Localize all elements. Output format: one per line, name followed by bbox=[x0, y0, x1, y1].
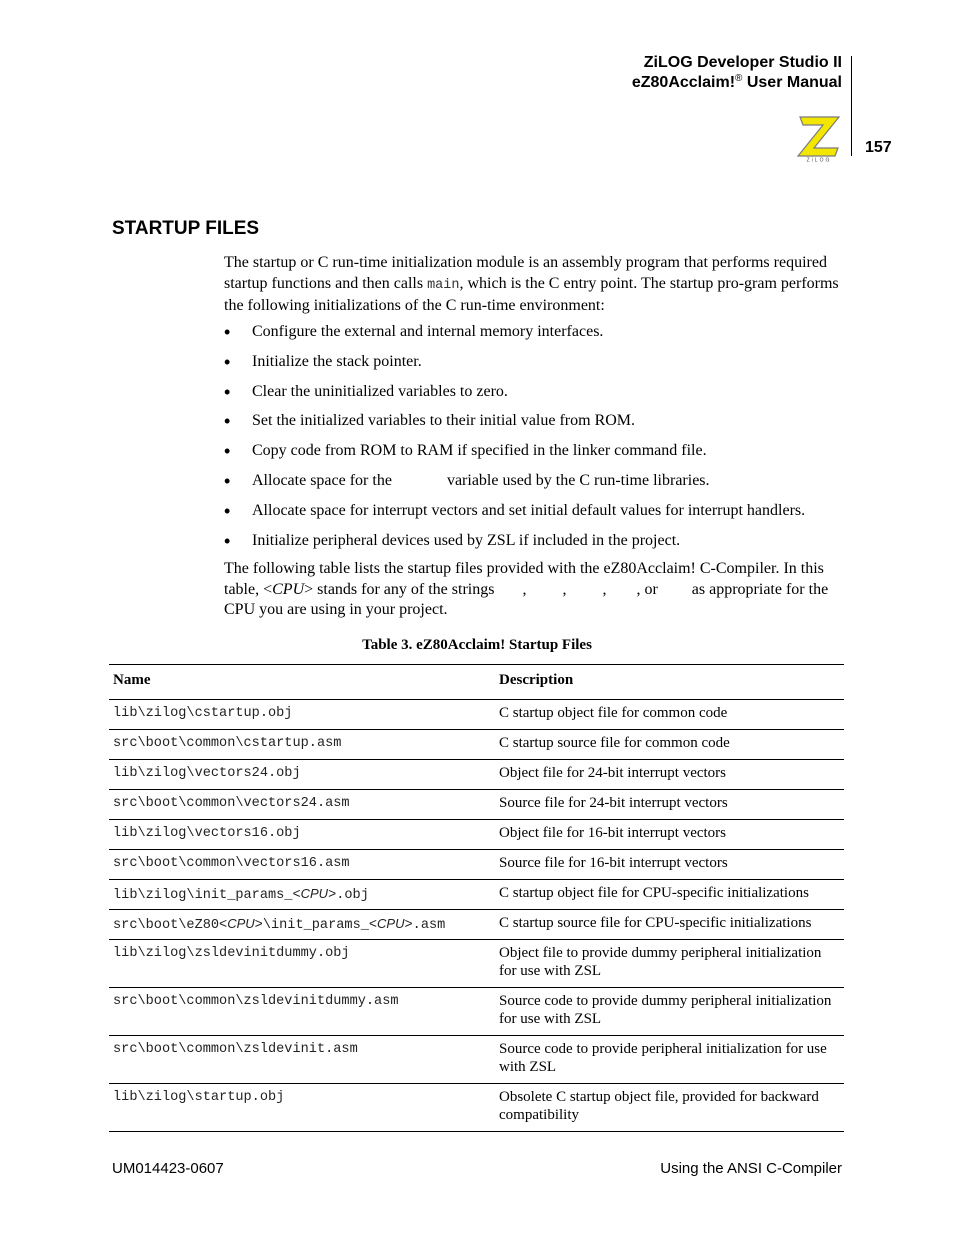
intro-text-b: , which is the C entry point. The startup pro-gram performs the following initializations of the C run-time environment: bbox=[224, 274, 839, 314]
intro-text-a: The startup or C run-time initialization module is an assembly program that performs required startup functions and then calls bbox=[224, 254, 827, 292]
zilog-logo-icon bbox=[794, 114, 844, 162]
file-description: C startup source file for common code bbox=[495, 730, 844, 760]
file-description: Object file to provide dummy peripheral initialization for use with ZSL bbox=[495, 940, 844, 988]
startup-files-table bbox=[109, 664, 844, 1132]
outro-cpu-placeholder: CPU bbox=[272, 580, 305, 598]
table-row bbox=[109, 820, 844, 850]
intro-code-main: main bbox=[427, 277, 460, 293]
file-name bbox=[109, 910, 495, 940]
list-item bbox=[224, 498, 854, 528]
outro-sep-4: , or bbox=[636, 580, 658, 598]
table-row bbox=[109, 730, 844, 760]
table-row bbox=[109, 700, 844, 730]
file-name-part: >\init_params_< bbox=[254, 918, 378, 933]
file-description: Source code to provide dummy peripheral initialization for use with ZSL bbox=[495, 988, 844, 1036]
bullet-icon: • bbox=[224, 500, 231, 521]
table-row bbox=[109, 910, 844, 940]
file-description: C startup object file for CPU-specific initializations bbox=[495, 880, 844, 910]
section-heading: STARTUP FILES bbox=[112, 218, 260, 239]
file-description: C startup object file for common code bbox=[495, 700, 844, 730]
list-item bbox=[224, 349, 854, 379]
header-manual-suffix: User Manual bbox=[742, 74, 842, 91]
file-name: lib\zilog\zsldevinitdummy.obj bbox=[109, 940, 495, 988]
outro-sep-1: , bbox=[522, 580, 527, 598]
file-name: lib\zilog\vectors24.obj bbox=[109, 760, 495, 790]
table-caption: Table 3. eZ80Acclaim! Startup Files bbox=[362, 637, 592, 653]
table-row bbox=[109, 790, 844, 820]
file-name-part: lib\zilog\init_params_< bbox=[113, 888, 301, 903]
bullet-icon: • bbox=[224, 381, 231, 402]
header-divider bbox=[851, 56, 852, 156]
table-row bbox=[109, 850, 844, 880]
cpu-placeholder: CPU bbox=[227, 916, 255, 931]
bullet-icon: • bbox=[224, 411, 231, 432]
list-item-text: Initialize the stack pointer. bbox=[252, 352, 422, 370]
header-product-title: ZiLOG Developer Studio II bbox=[643, 54, 842, 71]
list-item bbox=[224, 468, 854, 498]
file-name bbox=[109, 880, 495, 910]
list-item-text: Set the initialized variables to their initial value from ROM. bbox=[252, 412, 636, 430]
table-row bbox=[109, 880, 844, 910]
file-description: C startup source file for CPU-specific initializations bbox=[495, 910, 844, 940]
footer-chapter-title: Using the ANSI C-Compiler bbox=[660, 1160, 842, 1177]
file-description: Object file for 16-bit interrupt vectors bbox=[495, 820, 844, 850]
header-manual-title bbox=[632, 73, 842, 93]
file-description: Source file for 16-bit interrupt vectors bbox=[495, 850, 844, 880]
bullet-icon: • bbox=[224, 470, 231, 491]
outro-text-a: The following table lists the startup files provided with the eZ80Acclaim! C-Compiler. In this table, < bbox=[224, 560, 824, 598]
list-item-text: Initialize peripheral devices used by ZSL if included in the project. bbox=[252, 531, 681, 549]
list-item-text: Copy code from ROM to RAM if specified in the linker command file. bbox=[252, 442, 707, 460]
list-item-text: Allocate space for the bbox=[252, 471, 392, 489]
initialization-list bbox=[224, 319, 854, 557]
list-item-text-tail: variable used by the C run-time libraries. bbox=[446, 471, 710, 489]
registered-mark: ® bbox=[735, 73, 743, 84]
table-row bbox=[109, 988, 844, 1036]
list-item bbox=[224, 319, 854, 349]
file-name: src\boot\common\vectors24.asm bbox=[109, 790, 495, 820]
bullet-icon: • bbox=[224, 322, 231, 342]
file-description: Source file for 24-bit interrupt vectors bbox=[495, 790, 844, 820]
file-name: lib\zilog\cstartup.obj bbox=[109, 700, 495, 730]
file-name: src\boot\common\vectors16.asm bbox=[109, 850, 495, 880]
table-row bbox=[109, 1084, 844, 1132]
table-header-row bbox=[109, 665, 844, 700]
cpu-placeholder: CPU bbox=[300, 886, 329, 901]
outro-sep-2: , bbox=[562, 580, 567, 598]
outro-text-b: > stands for any of the strings bbox=[304, 580, 495, 598]
file-name: src\boot\common\zsldevinitdummy.asm bbox=[109, 988, 495, 1036]
bullet-icon: • bbox=[224, 530, 231, 551]
list-item bbox=[224, 379, 854, 409]
page-number: 157 bbox=[865, 139, 892, 156]
list-item bbox=[224, 438, 854, 468]
outro-text-g: as appropriate for the CPU you are using in your project. bbox=[224, 580, 829, 618]
zilog-logo-wordmark: ZiLOG bbox=[806, 157, 832, 162]
list-item-text: Configure the external and internal memory interfaces. bbox=[252, 323, 604, 340]
bullet-icon: • bbox=[224, 351, 231, 372]
table-row bbox=[109, 940, 844, 988]
file-name: lib\zilog\vectors16.obj bbox=[109, 820, 495, 850]
table-intro-paragraph bbox=[224, 559, 844, 621]
running-header bbox=[632, 53, 842, 93]
file-name: lib\zilog\startup.obj bbox=[109, 1084, 495, 1132]
outro-sep-3: , bbox=[602, 580, 607, 598]
footer-document-id: UM014423-0607 bbox=[112, 1160, 224, 1177]
bullet-icon: • bbox=[224, 441, 231, 462]
file-description: Obsolete C startup object file, provided for backward compatibility bbox=[495, 1084, 844, 1132]
column-header-name: Name bbox=[109, 665, 495, 700]
list-item-text: Clear the uninitialized variables to zero. bbox=[252, 382, 508, 400]
table-row bbox=[109, 760, 844, 790]
file-description: Source code to provide peripheral initialization for use with ZSL bbox=[495, 1036, 844, 1084]
file-name-part: >.obj bbox=[328, 888, 369, 903]
file-name-part: >.asm bbox=[404, 918, 446, 933]
list-item bbox=[224, 408, 854, 438]
file-name: src\boot\common\cstartup.asm bbox=[109, 730, 495, 760]
column-header-description: Description bbox=[495, 665, 844, 700]
intro-paragraph bbox=[224, 253, 844, 317]
file-name: src\boot\common\zsldevinit.asm bbox=[109, 1036, 495, 1084]
list-item-text: Allocate space for interrupt vectors and set initial default values for interrupt handlers. bbox=[252, 501, 806, 519]
header-product-name: eZ80Acclaim! bbox=[631, 74, 736, 91]
list-item bbox=[224, 528, 854, 558]
table-row bbox=[109, 1036, 844, 1084]
cpu-placeholder: CPU bbox=[377, 916, 405, 931]
file-name-part: src\boot\eZ80< bbox=[113, 918, 228, 933]
file-description: Object file for 24-bit interrupt vectors bbox=[495, 760, 844, 790]
